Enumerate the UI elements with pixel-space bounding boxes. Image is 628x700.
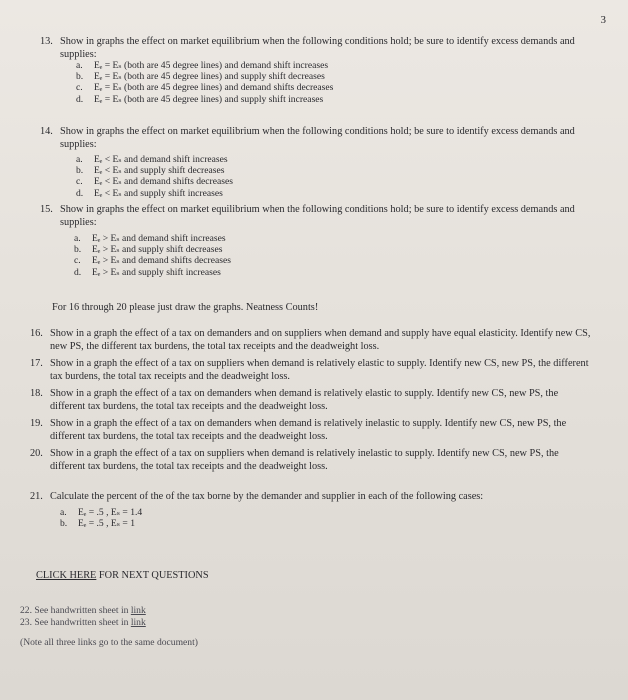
question-20	[30, 448, 595, 473]
handwritten-link-23[interactable]: link	[130, 617, 146, 628]
list-item: a. Eₑ = .5 , Eₛ = 1.4	[60, 507, 143, 518]
question-17	[30, 358, 595, 383]
page-number: 3	[600, 14, 606, 26]
list-item: c. Eₑ > Eₛ and demand shifts decreases	[74, 255, 231, 267]
question-16	[30, 328, 595, 353]
click-here-link[interactable]: CLICK HERE	[36, 570, 97, 581]
list-item: b. Eₑ < Eₛ and supply shift decreases	[76, 165, 225, 177]
question-14	[40, 126, 595, 151]
list-item: a. Eₑ > Eₛ and demand shift increases	[74, 233, 226, 244]
question-13-items	[76, 60, 556, 105]
question-text: Show in a graph the effect of a tax on demanders and on suppliers when demand and supply have equal elasticity. Identify new CS, new PS, the different tax burdens, the total tax receipts and the deadweight loss.	[50, 328, 591, 352]
handwritten-link-22[interactable]: link	[130, 605, 146, 616]
question-text: Show in a graph the effect of a tax on demanders when demand is relatively elastic to supply. Identify new CS, new PS, the different tax burdens, the total tax receipts and the deadweight loss.	[50, 388, 559, 412]
list-item: c. Eₑ = Eₛ (both are 45 degree lines) and demand shifts decreases	[76, 82, 334, 94]
list-item: c. Eₑ < Eₛ and demand shifts decreases	[76, 176, 233, 188]
list-item: b. Eₑ > Eₛ and supply shift decreases	[74, 244, 223, 256]
list-item: a. Eₑ = Eₛ (both are 45 degree lines) and demand shift increases	[76, 60, 329, 71]
question-14-items	[76, 154, 476, 199]
question-number: 20.	[30, 448, 43, 459]
graphs-note: For 16 through 20 please just draw the graphs. Neatness Counts!	[52, 302, 319, 313]
question-15-items	[74, 233, 474, 278]
question-15	[40, 204, 595, 229]
question-text: 22. See handwritten sheet in	[20, 605, 131, 616]
question-number: 21.	[30, 491, 43, 502]
footer-note: (Note all three links go to the same document)	[20, 637, 198, 648]
question-text: Show in a graph the effect of a tax on demanders when demand is relatively inelastic to supply. Identify new CS, new PS, the different tax burdens, the total tax receipts and the deadweight loss.	[50, 418, 567, 442]
question-21	[30, 491, 595, 504]
question-number: 13.	[40, 36, 53, 47]
question-number: 16.	[30, 328, 43, 339]
question-text: Show in graphs the effect on market equilibrium when the following conditions hold; be sure to identify excess demands and supplies:	[60, 126, 575, 150]
question-23	[20, 616, 146, 629]
question-number: 17.	[30, 358, 43, 369]
question-number: 19.	[30, 418, 43, 429]
list-item: d. Eₑ > Eₛ and supply shift increases	[74, 266, 221, 278]
question-text: Show in a graph the effect of a tax on suppliers when demand is relatively elastic to supply. Identify new CS, new PS, the different tax burdens, the total tax receipts and the deadweight loss.	[50, 358, 589, 382]
question-text: Show in a graph the effect of a tax on suppliers when demand is relatively inelastic to supply. Identify new CS, new PS, the different tax burdens, the total tax receipts and the deadweight loss.	[50, 448, 559, 472]
list-item: b. Eₑ = Eₛ (both are 45 degree lines) and supply shift decreases	[76, 71, 325, 83]
list-item: b. Eₑ = .5 , Eₛ = 1	[60, 518, 136, 530]
question-21-items	[60, 507, 360, 529]
next-questions-text: FOR NEXT QUESTIONS	[96, 570, 209, 581]
question-18	[30, 388, 595, 413]
list-item: a. Eₑ < Eₛ and demand shift increases	[76, 154, 228, 165]
question-number: 18.	[30, 388, 43, 399]
question-text: 23. See handwritten sheet in	[20, 617, 131, 628]
question-number: 14.	[40, 126, 53, 137]
question-13	[40, 36, 580, 61]
list-item: d. Eₑ = Eₛ (both are 45 degree lines) and supply shift increases	[76, 93, 324, 105]
question-19	[30, 418, 595, 443]
question-number: 15.	[40, 204, 53, 215]
question-text: Show in graphs the effect on market equilibrium when the following conditions hold; be sure to identify excess demands and supplies:	[60, 204, 575, 228]
next-questions-line	[36, 569, 209, 582]
question-text: Show in graphs the effect on market equilibrium when the following conditions hold; be sure to identify excess demands and supplies:	[60, 36, 575, 60]
question-text: Calculate the percent of the of the tax borne by the demander and supplier in each of the following cases:	[50, 491, 484, 502]
list-item: d. Eₑ < Eₛ and supply shift increases	[76, 187, 223, 199]
